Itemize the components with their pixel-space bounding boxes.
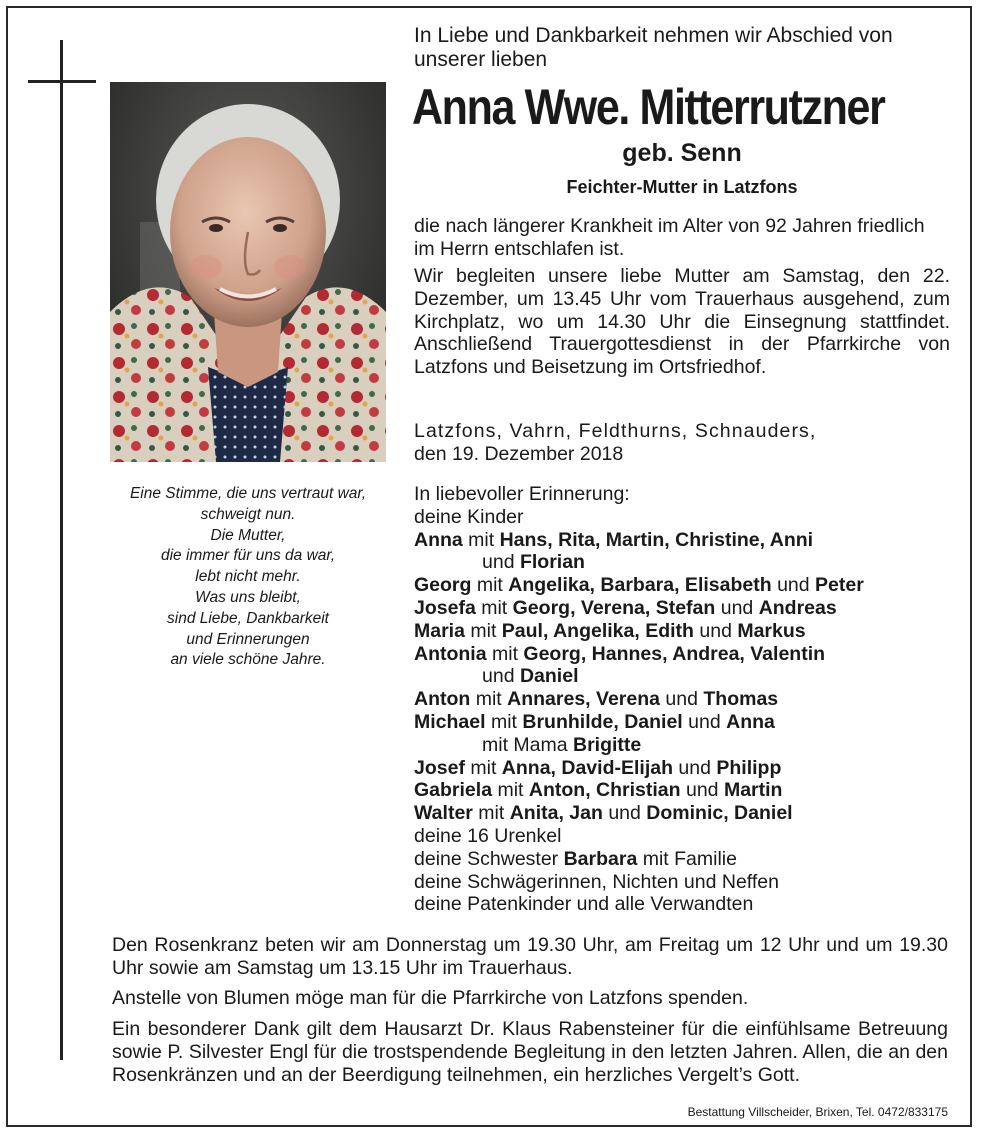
- funeral-details: Wir begleiten unsere liebe Mutter am Samstag, den 22. Dezember, um 13.45 Uhr vom Trauerhaus ausgehend, zum Kirchplatz, wo um 14.30 Uhr die Einsegnung stattfindet. Anschließend Trauergottesdienst in der Pfarrkirche von Latzfons und Beisetzung im Ortsfriedhof.: [414, 265, 950, 379]
- family-heading: In liebevoller Erinnerung:: [414, 483, 630, 505]
- family-row-michael-cont: mit Mama Brigitte: [482, 733, 642, 756]
- godchildren: deine Patenkinder und alle Verwandten: [414, 893, 754, 916]
- funeral-home-footer: Bestattung Villscheider, Brixen, Tel. 0472/833175: [687, 1105, 948, 1119]
- poem-line: Die Mutter,: [210, 526, 286, 544]
- poem-line: Was uns bleibt,: [195, 588, 301, 606]
- children-label: deine Kinder: [414, 505, 524, 528]
- family-row-josefa: Josefa mit Georg, Verena, Stefan und Andreas: [414, 596, 837, 619]
- family-row-maria: Maria mit Paul, Angelika, Edith und Markus: [414, 619, 806, 642]
- maiden-name: geb. Senn: [622, 139, 742, 167]
- cross-icon-vertical: [60, 40, 63, 1060]
- family-row-anna-cont: und Florian: [482, 551, 585, 574]
- places: Latzfons, Vahrn, Feldthurns, Schnauders,: [414, 420, 817, 442]
- portrait-photo: [110, 82, 386, 462]
- family-list: [414, 483, 950, 916]
- poem: [100, 484, 396, 671]
- sister-row: deine Schwester Barbara mit Familie: [414, 847, 737, 870]
- thanks-notice: Ein besonderer Dank gilt dem Hausarzt Dr. Klaus Rabensteiner für die einfühlsame Betreuung sowie P. Silvester Engl für die trostspendende Begleitung in den letzten Jahren. Allen, die an den Rosenkränzen und an der Beerdigung teilnehmen, ein herzliches Vergelt’s Gott.: [112, 1018, 948, 1086]
- deceased-name: Anna Wwe. Mitterrutzner: [412, 79, 885, 135]
- cross-icon-horizontal: [28, 80, 96, 83]
- family-row-antonia-cont: und Daniel: [482, 665, 579, 688]
- poem-line: lebt nicht mehr.: [195, 568, 301, 586]
- family-row-walter: Walter mit Anita, Jan und Dominic, Daniel: [414, 802, 793, 825]
- death-notice: die nach längerer Krankheit im Alter von 92 Jahren friedlich im Herrn entschlafen ist.: [414, 215, 925, 260]
- family-row-antonia: Antonia mit Georg, Hannes, Andrea, Valentin: [414, 642, 826, 665]
- poem-line: und Erinnerungen: [186, 630, 310, 648]
- in-laws: deine Schwägerinnen, Nichten und Neffen: [414, 870, 779, 893]
- family-row-anton: Anton mit Annares, Verena und Thomas: [414, 688, 779, 711]
- family-row-gabriela: Gabriela mit Anton, Christian und Martin: [414, 779, 783, 802]
- poem-line: an viele schöne Jahre.: [170, 651, 326, 669]
- family-row-georg: Georg mit Angelika, Barbara, Elisabeth und Peter: [414, 574, 864, 597]
- family-row-michael: Michael mit Brunhilde, Daniel und Anna: [414, 710, 775, 733]
- poem-line: sind Liebe, Dankbarkeit: [167, 609, 329, 627]
- date: den 19. Dezember 2018: [414, 442, 624, 465]
- intro-text: In Liebe und Dankbarkeit nehmen wir Abschied von unserer lieben: [414, 24, 893, 71]
- poem-line: Eine Stimme, die uns vertraut war,: [129, 485, 367, 502]
- place-date: [414, 420, 950, 466]
- family-row-josef: Josef mit Anna, David-Elijah und Philipp: [414, 756, 782, 779]
- rosary-notice: Den Rosenkranz beten wir am Donnerstag um 19.30 Uhr, am Freitag um 12 Uhr und um 19.30 Uhr sowie am Samstag um 13.15 Uhr im Trauerhaus.: [112, 934, 948, 979]
- flowers-notice: Anstelle von Blumen möge man für die Pfarrkirche von Latzfons spenden.: [112, 987, 749, 1009]
- subtitle: Feichter-Mutter in Latzfons: [566, 177, 798, 197]
- poem-line: die immer für uns da war,: [160, 547, 335, 565]
- poem-line: schweigt nun.: [200, 505, 296, 523]
- family-row-anna: Anna mit Hans, Rita, Martin, Christine, Anni: [414, 528, 814, 551]
- greatgrandchildren: deine 16 Urenkel: [414, 824, 562, 847]
